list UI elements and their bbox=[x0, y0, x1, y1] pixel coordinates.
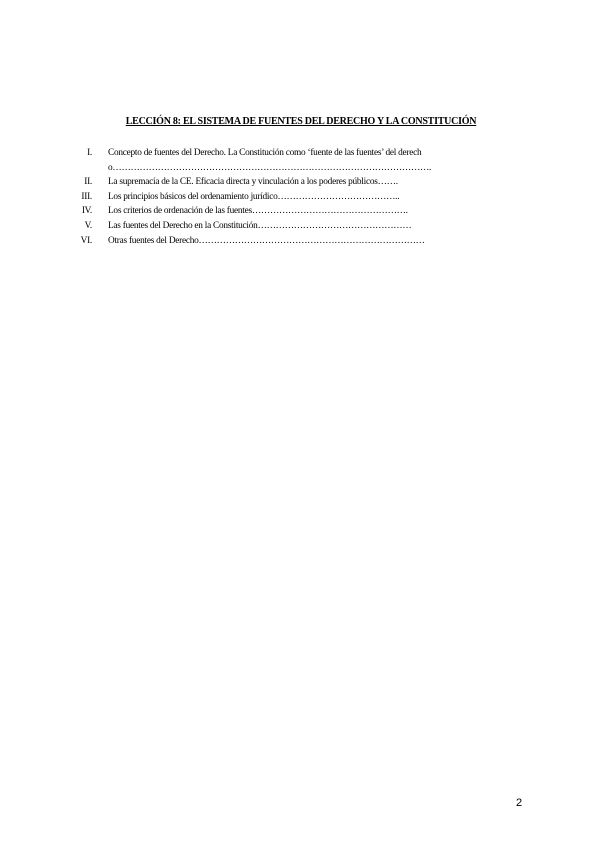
toc-numeral: VI. bbox=[80, 235, 92, 246]
toc-text: Otras fuentes del Derecho………………………………………………………………… bbox=[108, 235, 425, 246]
toc-numeral: I. bbox=[87, 148, 92, 158]
page-number: 2 bbox=[516, 797, 523, 809]
toc-text: La supremacía de la CE. Eficacia directa y vinculación a los poderes públicos……. bbox=[108, 177, 398, 188]
toc-text: Las fuentes del Derecho en la Constitución…………………………………………… bbox=[108, 220, 412, 231]
toc-entry bbox=[76, 190, 496, 205]
toc-entry bbox=[76, 234, 496, 249]
toc-entry bbox=[76, 219, 496, 234]
toc-entry bbox=[76, 146, 496, 175]
toc-text: Los criterios de ordenación de las fuentes……………………………………………. bbox=[108, 206, 408, 217]
toc-numeral: V. bbox=[84, 220, 92, 231]
toc-numeral: IV. bbox=[81, 206, 92, 217]
toc-text: Concepto de fuentes del Derecho. La Constitución como ‘fuente de las fuentes’ del derecho……………………………………………………………………………………………. bbox=[108, 148, 432, 173]
toc-entry bbox=[76, 204, 496, 219]
toc-numeral: II. bbox=[84, 177, 92, 188]
toc-entry bbox=[76, 175, 496, 190]
table-of-contents bbox=[76, 146, 496, 248]
toc-text: Los principios básicos del ordenamiento jurídico………………………………….. bbox=[108, 191, 400, 202]
toc-numeral: III. bbox=[81, 191, 92, 202]
lesson-title: LECCIÓN 8: EL SISTEMA DE FUENTES DEL DERECHO Y LA CONSTITUCIÓN bbox=[125, 116, 477, 127]
